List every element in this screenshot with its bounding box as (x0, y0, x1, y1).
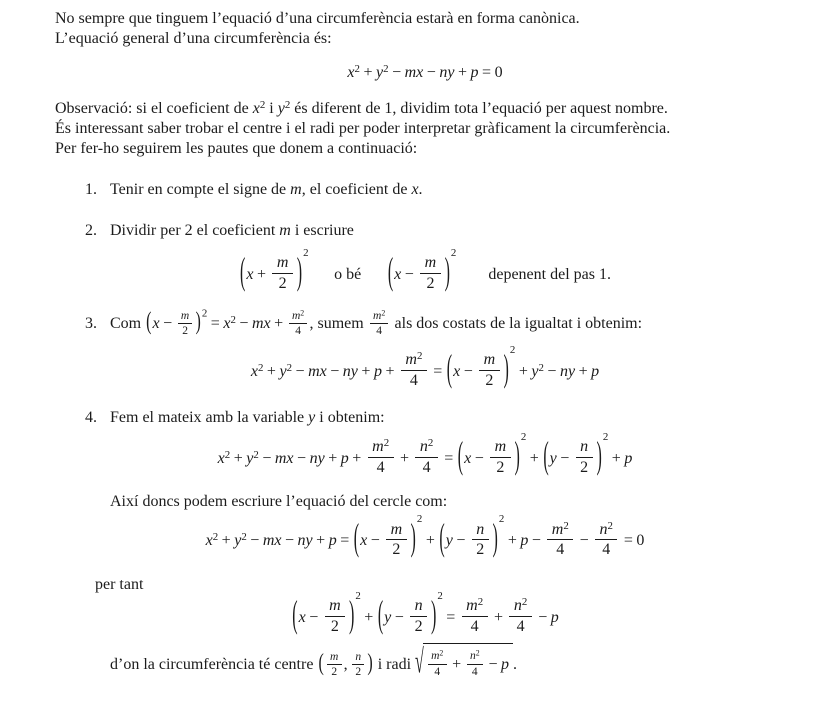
equation-general-form: $x^2 + y^2$ − mx − ny + p = 0 (347, 63, 503, 81)
intro-line-1: No sempre que tinguem l’equació d’una circumferència estarà en forma canònica. (55, 10, 580, 27)
therefore-text: per tant (95, 575, 144, 593)
equation-step-3: $x^2 + y^2$ − mx − ny + p + $\frac{m^2}{4}$ = (x − $\frac{m}{2}$ )$^2+ y^2$ − ny + p (250, 343, 600, 390)
steps-list (55, 180, 795, 686)
intro-line-2: L’equació general d’una circumferència és: (55, 30, 332, 47)
step-3 (55, 307, 795, 341)
equation-canonical-result: (x − $\frac{m}{2}$ )$^2$+ (y − $\frac{n}{2}$ )$^2$= $\frac{m^2}{4}$ + $\frac{n^2}{4}$ − p (292, 589, 559, 636)
observation-line-3: Per fer-ho seguirem les pautes que donem a continuació: (55, 140, 418, 157)
intro-paragraph (55, 9, 795, 49)
step-4 (55, 408, 795, 428)
equation-completed-square-options: (x + $\frac{m}{2}$ )$^2$o bé (x − $\frac{m}{2}$ )$^2$depenent del pas 1. (240, 247, 611, 294)
equation-circle-expanded: $x^2 + y^2$ − mx − ny + p = (x − $\frac{m}{2}$ )$^2$+ (y − $\frac{n}{2}$ )$^2$+ p − $\frac{m^2}{4}$ − $\frac{n^2}{4}$ = 0 (205, 513, 645, 560)
step-3-number: 3. (85, 315, 97, 333)
observation-paragraph (55, 99, 795, 159)
document-content (55, 9, 795, 686)
circle-equation-intro: Així doncs podem escriure l’equació del cercle com: (110, 493, 448, 511)
conclusion-line: d’on la circumferència té centre ( $\frac{m}{2}$ , $\frac{n}{2}$ ) i radi √ $\frac{m^2}{4}$ + $\frac{n^2}{4}$ − p . (110, 645, 795, 686)
equation-step-4: $x^2 + y^2$ − mx − ny + p + $\frac{m^2}{4}$ + $\frac{n^2}{4}$ = (x − $\frac{m}{2}$ )$^2$+ (y − $\frac{n}{2}$ )$^2$+ p (217, 431, 633, 478)
observation-line-2: És interessant saber trobar el centre i el radi per poder interpretar gràficament la circumferència. (55, 120, 671, 137)
step-1 (55, 180, 795, 200)
step-3-text: Com (x − $\frac{m}{2}$ )$^2= x^2$ − mx + $\frac{m^2}{4}$ , sumem $\frac{m^2}{4}$ als dos costats de la igualtat i obtenim: (110, 307, 643, 338)
step-2-text: Dividir per 2 el coeficient m i escriure (110, 222, 354, 239)
observation-line-1: Observació: si el coeficient de $x^2$ i $y^2$ és diferent de 1, dividim tota l’equació per aquest nombre. (55, 99, 668, 117)
step-2-number: 2. (85, 222, 97, 239)
step-1-number: 1. (85, 181, 97, 198)
step-4-number: 4. (85, 408, 97, 426)
step-4-text: Fem el mateix amb la variable y i obtenim: (110, 408, 385, 426)
step-2 (55, 221, 795, 241)
step-1-text: Tenir en compte el signe de m, el coeficient de x. (110, 181, 423, 198)
